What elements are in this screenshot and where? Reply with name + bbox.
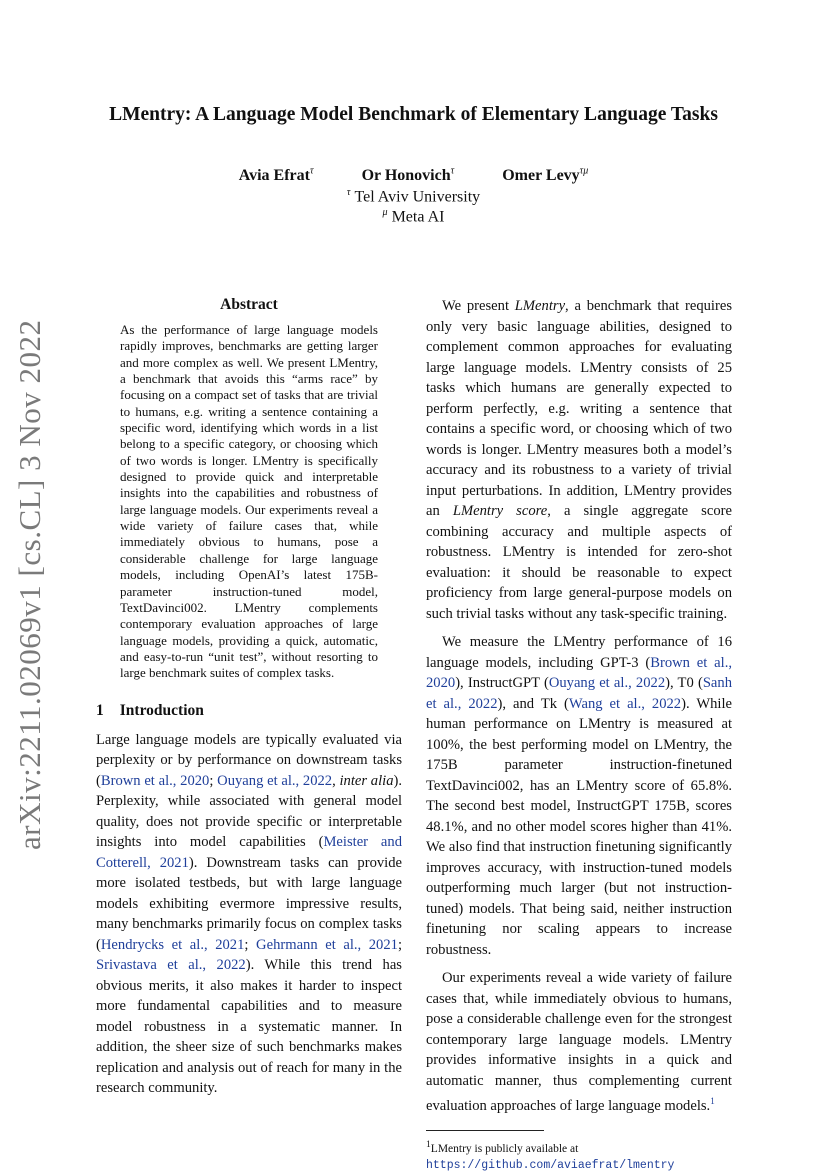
left-column — [96, 296, 402, 1099]
author-3: Omer Levy$^{\tau\mu}$ — [502, 166, 589, 185]
citation-link[interactable]: Ouyang et al., 2022 — [548, 675, 666, 691]
author-list — [0, 166, 827, 185]
citation-link[interactable]: Srivastava et al., 2022 — [96, 957, 246, 974]
abstract-text: As the performance of large language models rapidly improves, benchmarks are getting larger and more complex as well. We present LMentry, a benchmark that avoids this “arms race” by focusing on a compact set of tasks that are trivial to humans, e.g. writing a sentence containing a specific word, identifying which words in a list belong to a specific category, or choosing which of two words is longer. LMentry is specifically designed to provide quick and interpretable insights into the capabilities and robustness of large language models. Our experiments reveal a wide variety of failure cases that, while immediately obvious to humans, pose a considerable challenge for large language models, including OpenAI’s latest 175B-parameter instruction-tuned model, TextDavinci002. LMentry complements contemporary evaluation approaches of large language models, providing a quick, automatic, and easy-to-run “unit test”, without resorting to large benchmark suites of complex tasks. — [120, 322, 378, 681]
citation-link[interactable]: Brown et al., 2020 — [426, 654, 732, 691]
citation-link[interactable]: Hendrycks et al., 2021 — [100, 936, 245, 953]
affiliation-1: $^\tau$ Tel Aviv University — [346, 187, 481, 206]
right-paragraph-3: Our experiments reveal a wide variety of failure cases that, while immediately obvious to humans, pose a considerable challenge even for the strongest contemporary large language models. LMentry provides informative insights in a quick and automatic manner, thus complementing current evaluation approaches of large language models.$^1$ — [426, 970, 732, 1114]
citation-link[interactable]: Sanh et al., 2022 — [426, 675, 732, 712]
citation-link[interactable]: Meister and Cotterell, 2021 — [96, 834, 402, 871]
right-paragraph-1: We present LMentry, a benchmark that requires only very basic language abilities, designed to complement common approaches for evaluating large language models. LMentry consists of 25 tasks which humans are generally expected to perform perfectly, e.g. writing a sentence that contains a specific word, or choosing which of two words is longer. LMentry measures both a model’s accuracy and its robustness to a variety of trivial input perturbations. In addition, LMentry provides an LMentry score, a single aggregate score combining accuracy and multiple aspects of robustness. LMentry is intended for zero-shot evaluation: it should be reasonable to expect proficiency from large general-purpose models on such trivial tasks without any task-specific training. — [426, 298, 732, 622]
citation-link[interactable]: Ouyang et al., 2022 — [217, 772, 333, 789]
affiliation-2: $^\mu$ Meta AI — [382, 207, 445, 226]
citation-link[interactable]: Gehrmann et al., 2021 — [256, 936, 398, 953]
github-link[interactable]: https://github.com/aviaefrat/lmentry — [426, 1159, 675, 1173]
arxiv-side-stamp: arXiv:2211.02069v1 [cs.CL] 3 Nov 2022 — [12, 319, 47, 850]
footnote-rule — [426, 1130, 544, 1131]
section-heading-introduction: 1 Introduction — [96, 701, 204, 719]
footnote-mark[interactable]: 1 — [710, 1096, 715, 1106]
citation-link[interactable]: Brown et al., 2020 — [100, 772, 210, 789]
right-paragraph-2: We measure the LMentry performance of 16 language models, including GPT-3 (Brown et al., 2020), InstructGPT (Ouyang et al., 2022), T0 (Sanh et al., 2022), and Tk (Wang et al., 2022). While human performance on LMentry is measured at 100%, the best performing model on LMentry, the 175B parameter instruction-finetuned TextDavinci002, has an LMentry score of 65.8%. The second best model, InstructGPT 175B, scores 48.1%, and no other model scores higher than 41%. We also find that instruction finetuning significantly improves accuracy, with instruction-tuned models outperforming much larger (but not instruction-tuned) models. That being said, neither instruction finetuning nor scaling appears to increase robustness. — [426, 634, 732, 958]
abstract-heading: Abstract — [220, 296, 278, 313]
citation-link[interactable]: Wang et al., 2022 — [568, 695, 682, 712]
footnote: $^1$LMentry is publicly available at https://github.com/aviaefrat/lmentry — [426, 1139, 675, 1173]
author-1: Avia Efrat$^\tau$ — [238, 166, 314, 185]
intro-paragraph-1: Large language models are typically evaluated via perplexity or by performance on downstream tasks (Brown et al., 2020; Ouyang et al., 2022, inter alia). Perplexity, while associated with general model quality, does not provide specific or interpretable insights into model capabilities (Meister and Cotterell, 2021). Downstream tasks can provide more isolated testbeds, but with large language models exhibiting evermore impressive results, many benchmarks primarily focus on complex tasks (Hendrycks et al., 2021; Gehrmann et al., 2021; Srivastava et al., 2022). While this trend has obvious merits, it also makes it harder to inspect more fundamental capabilities and to measure model robustness in a systematic manner. In addition, the sheer size of such benchmarks makes replication and analysis out of reach for many in the research community. — [96, 731, 403, 1097]
paper-title: LMentry: A Language Model Benchmark of Elementary Language Tasks — [109, 104, 718, 125]
author-2: Or Honovich$^\tau$ — [361, 166, 455, 185]
right-column — [426, 296, 732, 1174]
